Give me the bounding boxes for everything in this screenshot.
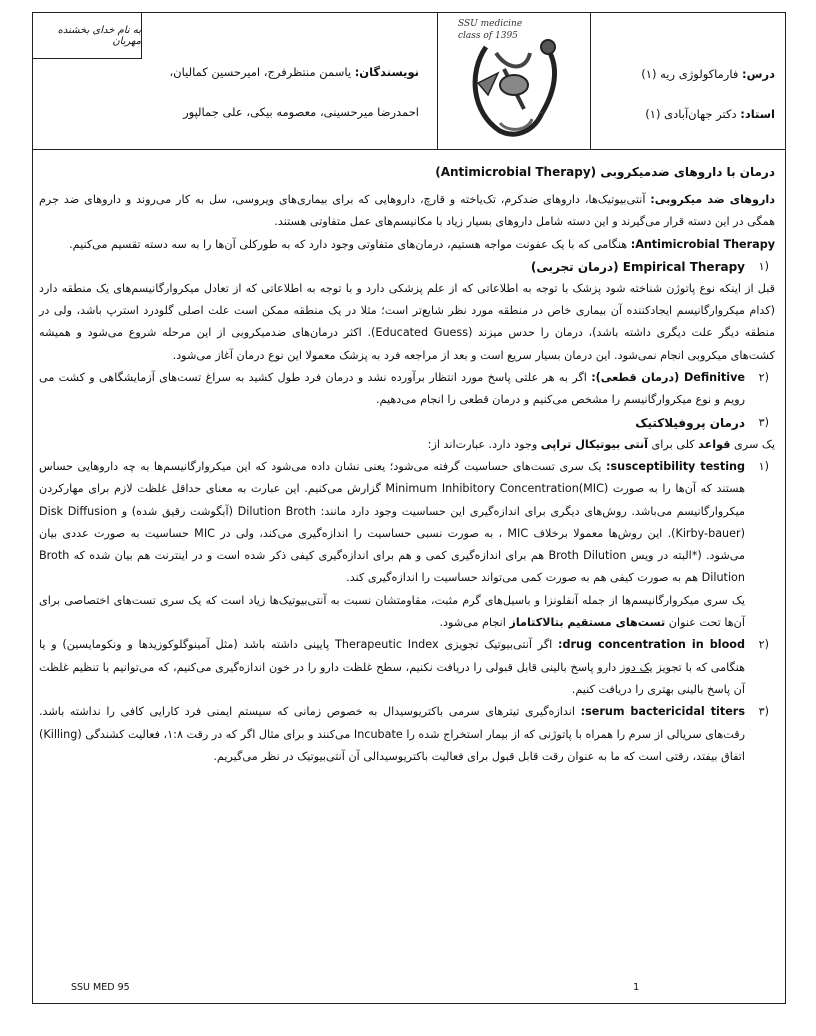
paragraph-text: آنتی‌بیوتیک‌ها، داروهای ضدکرم، تک‌یاخته و قارچ، داروهایی که برای بیماری‌های ویروسی، سل به کار می‌روند و داروهای ضد جرم همگی در این دسته قرار می‌گیرند و این دسته شامل داروهای بسیار زیاد با مکانیسم‌های عمل متفاوتی هستند. — [39, 193, 775, 229]
header — [33, 13, 785, 150]
list-item-empirical — [39, 256, 775, 278]
paragraph-definitive — [39, 367, 745, 412]
term-antimicrobial-therapy: Antimicrobial Therapy: — [630, 237, 775, 251]
teacher-value: دکتر جهان‌آبادی (۱) — [645, 107, 737, 121]
term-serum-titers: serum bactericidal titers: — [580, 705, 745, 719]
page-frame — [32, 12, 786, 1004]
page-number: 1 — [633, 982, 640, 993]
course-label: درس: — [742, 67, 775, 81]
text-run: کلی برای — [647, 437, 699, 451]
bismillah: به نام خدای بخشنده مهربان — [33, 13, 142, 59]
text-run: دارو پاسخ بالینی قابل قبولی را دریافت نکنیم، سطح غلظت دارو را در خون اندازه‌گیری می‌کنیم، که می‌توانیم با تنظیم غلظت آن پاسخ بالینی بهتری را دریافت کنیم. — [39, 660, 745, 696]
list-item-serum-titers — [39, 701, 775, 768]
paragraph-susceptibility — [39, 456, 745, 590]
stethoscope-logo — [438, 13, 588, 147]
teacher-label: استاد: — [740, 107, 775, 121]
term-antimicrobials: داروهای ضد میکروبی: — [650, 193, 775, 206]
paragraph-empirical: قبل از اینکه نوع پاتوژن شناخته شود پزشک با توجه به اطلاعاتی که از علم پزشکی دارد و با توجه به اطلاعاتی که از تعادل میکروارگانیسم‌های یک منطقه دارد (کدام میکروارگانیسم ایجادکننده آن بیماری خاص در منطقه مورد نظر شایع‌تر است؛ مثلا در یک منطقه ممکن است علت اصلی گلودرد استرپ باشد، ولی در منطقه دیگر علت دیگری داشته باشد)، درمان را حدس میزند (Educated Guess). اکثر درمان‌های ضدمیکروبی از این مرحله شروع می‌شود و همیشه کشت‌های میکروبی انجام نمی‌شود. این درمان بسیار سریع است و بعد از مراجعه فرد به پزشک معمولا این نوع درمان آغاز می‌شود. — [39, 281, 775, 362]
term-susceptibility: susceptibility testing: — [606, 459, 745, 473]
authors-names-1: یاسمن منتظرفرج، امیرحسین کمالیان، — [169, 65, 352, 79]
document-body — [39, 161, 775, 768]
text-run-underlined: یک دوز — [619, 660, 653, 674]
list-item-susceptibility — [39, 456, 775, 634]
paragraph-beta-lactamase — [39, 590, 745, 635]
list-item-definitive — [39, 367, 775, 412]
footer-label: SSU MED 95 — [71, 982, 130, 993]
course-line — [641, 67, 775, 81]
paragraph-antimicrobial-therapy — [39, 234, 775, 256]
course-value: فارماکولوژی ریه (۱) — [641, 67, 739, 81]
item-number: ۲) — [758, 371, 769, 385]
text-run: وجود دارد. عبارت‌اند از: — [427, 437, 541, 451]
text-run-bold: تست‌های مستقیم بتالاکتاماز — [509, 616, 666, 630]
paragraph-text: هنگامی که با یک عفونت مواجه هستیم، درمان‌های متفاوتی وجود دارد که به طورکلی آن‌ها را به سه دسته تقسیم می‌کنیم. — [69, 237, 631, 251]
text-run-bold: آنتی بیوتیکال تراپی — [540, 437, 648, 451]
item-number: ۱) — [758, 259, 769, 273]
heading-empirical: Empirical Therapy (درمان تجربی) — [530, 259, 745, 274]
teacher-line — [645, 107, 775, 121]
list-item-drug-concentration — [39, 634, 775, 701]
paragraph-text: یک سری تست‌های حساسیت گرفته می‌شود؛ یعنی نشان داده می‌شود که این میکروارگانیسم‌ها به چه داروهایی حساس هستند که آن‌ها را به صورت Minimum Inhibitory Concentration(MIC) گزارش می‌کنیم. این عبارت به معنای حداقل غلظت لازم برای مهارکردن میکروارگانیسم می‌باشد. روش‌های دیگری برای اندازه‌گیری این حساسیت وجود دارد مانند: Dilution Broth (آبگوشت رقیق شده) و Disk Diffusion (Kirby-bauer). این روش‌ها معمولا برخلاف MIC ، به صورت نسبی حساسیت را اندازه‌گیری می‌کند، ولی در MIC حساسیت به صورت عددی بیان می‌شود. (*البته در ویس Broth Dilution هم برای اندازه‌گیری کمی و هم برای اندازه‌گیری کیفی ذکر شده است و در اینترنت هم بیان شده که Broth Dilution هم به صورت کیفی هم به صورت کمی می‌تواند حساسیت را اندازه‌گیری کند. — [39, 459, 746, 585]
text-run-bold: قواعد — [698, 437, 731, 451]
list-item-prophylactic — [39, 412, 775, 434]
section-title: درمان با داروهای ضدمیکروبی (Antimicrobial Therapy) — [435, 165, 775, 179]
text-run: یک سری — [730, 437, 775, 451]
logo-caption-1: SSU medicine — [458, 19, 523, 29]
text-run: اگر آنتی‌بیوتیک تجویزی Therapeutic Index پایینی داشته باشد (مثل آمینوگلوکوزیدها و ونکومایسین) و یا هنگامی که با تجویز — [39, 638, 745, 674]
authors-line-2: احمدرضا میرحسینی، معصومه بیکی، علی جمالپور — [183, 105, 419, 119]
item-number: ۱) — [758, 459, 769, 473]
header-authors-cell — [33, 13, 437, 149]
paragraph-text: اگر به هر علتی پاسخ مورد انتظار برآورده نشد و درمان فرد طول کشید به سراغ تست‌های آزمایشگاهی و کشت می رویم و نوع میکروارگانیسم را مشخص می‌کنیم و درمان قطعی را انجام می‌دهیم. — [39, 371, 745, 407]
header-course-cell — [591, 13, 785, 149]
text-run: یک سری میکروارگانیسم‌ها از جمله آنفلونزا و باسیل‌های گرم مثبت، مقاومتشان نسبت به آنتی‌بیوتیک‌ها زیاد است که یک سری تست‌های اختصاصی برای آن‌ها تحت عنوان — [39, 593, 745, 630]
term-definitive: Definitive (درمان قطعی): — [591, 371, 745, 385]
item-number: ۳) — [758, 415, 769, 429]
term-drug-concentration: drug concentration in blood: — [558, 638, 746, 652]
paragraph-text: اندازه‌گیری تیترهای سرمی باکتریوسیدال به خصوص زمانی که سیستم ایمنی فرد کارایی کافی را نداشته باشد. رقت‌های سریالی از سرم را همراه با پاتوژنی که از بیمار استخراج شده را Incubate می‌کنند و برای مثال اگر که در رقت ۱:۸، فعالیت کشندگی (Killing) اتفاق بیفتد، رقتی است که ما به عنوان رقت قابل قبول برای فعالیت باکتریوسیدالی آن آنتی‌بیوتیک در نظر می‌گیریم. — [39, 705, 745, 763]
text-run: انجام می‌شود. — [439, 616, 510, 630]
item-number: ۲) — [758, 638, 769, 652]
item-number: ۳) — [758, 705, 769, 719]
logo-cell — [437, 13, 591, 149]
paragraph-rules — [39, 434, 775, 456]
authors-line-1 — [169, 65, 419, 79]
paragraph-antimicrobials — [39, 189, 775, 234]
paragraph-serum-titers — [39, 701, 745, 768]
authors-label: نویسندگان: — [354, 65, 419, 79]
logo-caption-2: class of 1395 — [458, 31, 518, 41]
heading-prophylactic: درمان پروفیلاکتیک — [635, 415, 745, 430]
paragraph-drug-concentration — [39, 634, 745, 701]
